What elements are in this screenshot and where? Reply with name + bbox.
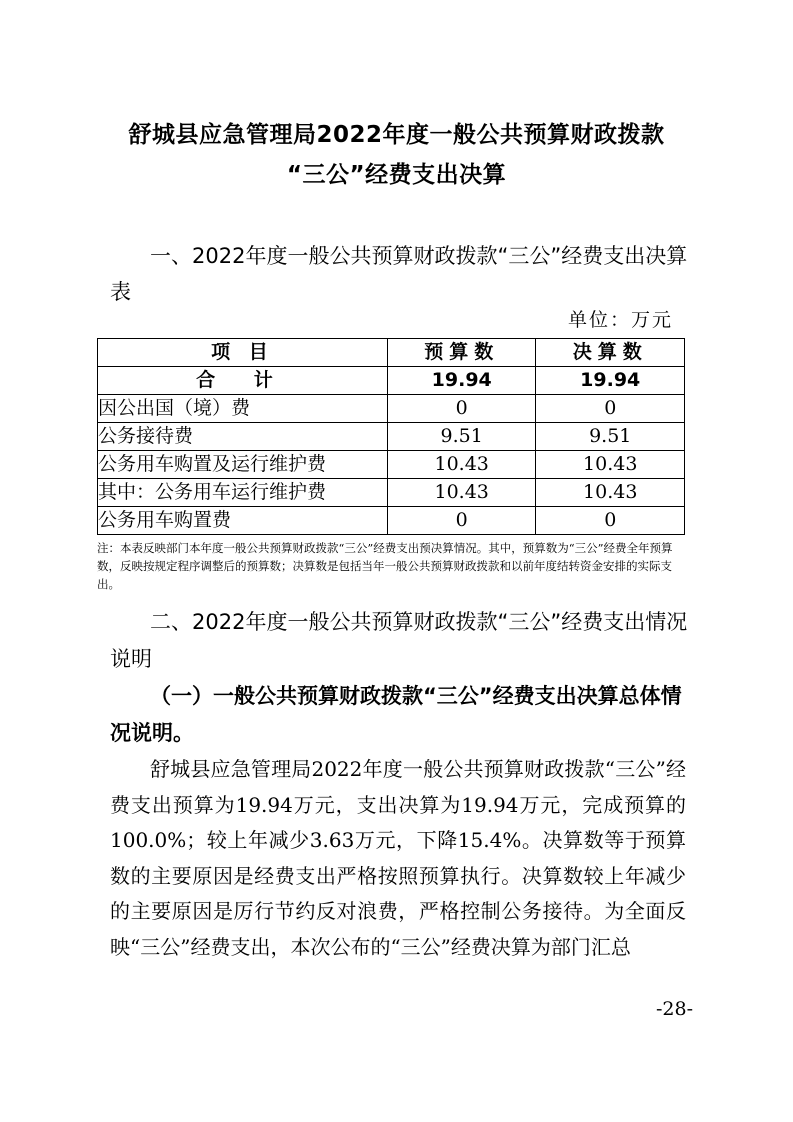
- table-row: [98, 395, 685, 423]
- header-final: 决算数: [536, 339, 685, 367]
- total-budget: 19.94: [387, 367, 536, 395]
- total-final: 19.94: [536, 367, 685, 395]
- document-title-line1: 舒城县应急管理局2022年度一般公共预算财政拨款: [128, 122, 665, 148]
- row-final: 9.51: [536, 423, 685, 451]
- subsection1-heading: （一）一般公共预算财政拨款“三公”经费支出决算总体情: [150, 684, 682, 708]
- row-budget: 0: [387, 507, 536, 535]
- row-final: 10.43: [536, 451, 685, 479]
- row-final: 10.43: [536, 479, 685, 507]
- row-budget: 9.51: [387, 423, 536, 451]
- row-final: 0: [536, 395, 685, 423]
- table-note: 注：本表反映部门本年度一般公共预算财政拨款“三公”经费支出预决算情况。其中，预算数为“三公”经费全年预算数，反映按规定程序调整后的预算数；决算数是包括当年一般公共预算财政拨款和以前年度结转资金安排的实际支出。: [97, 541, 673, 591]
- row-label: 其中：公务用车运行维护费: [98, 479, 388, 507]
- table-header-row: [98, 339, 685, 367]
- section2-heading-cont: 说明: [110, 647, 152, 671]
- table-row: [98, 423, 685, 451]
- expense-table: [97, 338, 685, 535]
- total-label: 合 计: [98, 367, 388, 395]
- row-label: 公务接待费: [98, 423, 388, 451]
- section1-heading-cont: 表: [110, 280, 131, 304]
- row-budget: 0: [387, 395, 536, 423]
- table-row: [98, 479, 685, 507]
- header-item: 项 目: [98, 339, 388, 367]
- unit-label: 单位：万元: [567, 309, 673, 331]
- summary-paragraph: 舒城县应急管理局2022年度一般公共预算财政拨款“三公”经费支出预算为19.94万元，支出决算为19.94万元，完成预算的100.0%；较上年减少3.63万元，下降15.4%。决算数等于预算数的主要原因是经费支出严格按照预算执行。决算数较上年减少的主要原因是厉行节约反对浪费，严格控制公务接待。为全面反映“三公”经费支出，本次公布的“三公”经费决算为部门汇总: [110, 757, 686, 959]
- row-final: 0: [536, 507, 685, 535]
- row-label: 因公出国（境）费: [98, 395, 388, 423]
- section1-heading: 一、2022年度一般公共预算财政拨款“三公”经费支出决算: [150, 244, 688, 268]
- table-total-row: [98, 367, 685, 395]
- table-row: [98, 451, 685, 479]
- header-budget: 预算数: [387, 339, 536, 367]
- table-row: [98, 507, 685, 535]
- row-budget: 10.43: [387, 451, 536, 479]
- row-label: 公务用车购置费: [98, 507, 388, 535]
- page-number: -28-: [655, 998, 693, 1020]
- section2-heading: 二、2022年度一般公共预算财政拨款“三公”经费支出情况: [150, 610, 688, 634]
- subsection1-heading-cont: 况说明。: [110, 721, 194, 745]
- row-label: 公务用车购置及运行维护费: [98, 451, 388, 479]
- row-budget: 10.43: [387, 479, 536, 507]
- document-title-line2: “三公”经费支出决算: [286, 162, 507, 188]
